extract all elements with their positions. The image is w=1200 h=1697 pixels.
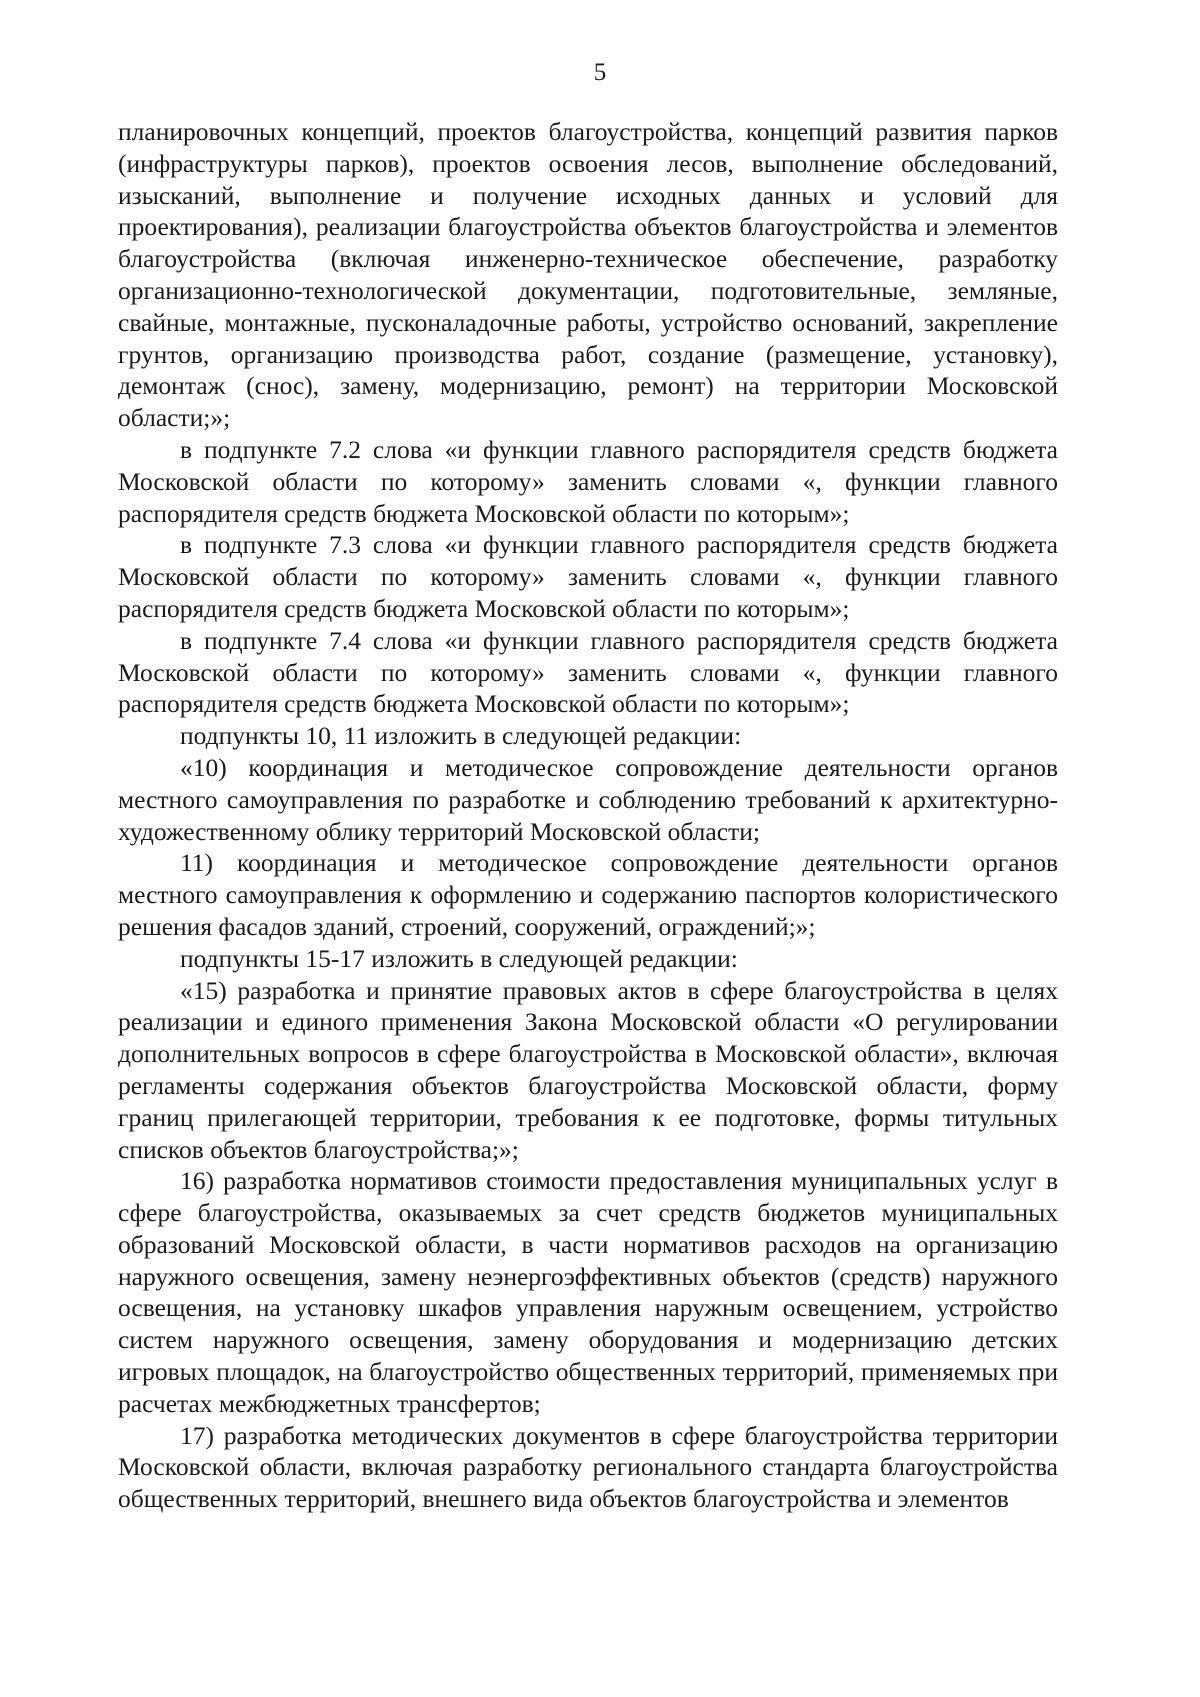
paragraph-item-11: 11) координация и методическое сопровождение деятельности органов местного самоуправления к оформлению и содержанию паспортов колористического решения фасадов зданий, строений, сооружений, ограждений;»; — [118, 848, 1058, 941]
document-body — [118, 116, 1058, 1515]
paragraph-subitems-10-11-intro: подпункты 10, 11 изложить в следующей редакции: — [180, 721, 742, 751]
paragraph-continuation: планировочных концепций, проектов благоустройства, концепций развития парков (инфраструктуры парков), проектов освоения лесов, выполнение обследований, изысканий, выполнение и получение исходных данных и условий для проектирования), реализации благоустройства объектов благоустройства и элементов благоустройства (включая инженерно-техническое обеспечение, разработку организационно-технологической документации, подготовительные, земляные, свайные, монтажные, пусконаладочные работы, устройство оснований, закрепление грунтов, организацию производства работ, создание (размещение, установку), демонтаж (снос), замену, модернизацию, ремонт) на территории Московской области;»; — [118, 117, 1058, 433]
paragraph-subitem-7-4: в подпункте 7.4 слова «и функции главного распорядителя средств бюджета Московской области по которому» заменить словами «, функции главного распорядителя средств бюджета Московской области по которым»; — [118, 625, 1058, 719]
page-number: 5 — [593, 59, 607, 86]
paragraph-subitem-7-2: в подпункте 7.2 слова «и функции главного распорядителя средств бюджета Московской области по которому» заменить словами «, функции главного распорядителя средств бюджета Московской области по которым»; — [118, 434, 1058, 528]
paragraph-subitems-15-17-intro: подпункты 15-17 изложить в следующей редакции: — [180, 943, 738, 973]
paragraph-subitem-7-3: в подпункте 7.3 слова «и функции главного распорядителя средств бюджета Московской области по которому» заменить словами «, функции главного распорядителя средств бюджета Московской области по которым»; — [118, 530, 1058, 623]
paragraph-item-17: 17) разработка методических документов в сфере благоустройства территории Московской области, включая разработку регионального стандарта благоустройства общественных территорий, внешнего вида объектов благоустройства и элементов — [118, 1420, 1058, 1514]
paragraph-item-16: 16) разработка нормативов стоимости предоставления муниципальных услуг в сфере благоустройства, оказываемых за счет средств бюджетов муниципальных образований Московской области, в части нормативов расходов на организацию наружного освещения, замену неэнергоэффективных объектов (средств) наружного освещения, на установку шкафов управления наружным освещением, устройство систем наружного освещения, замену оборудования и модернизацию детских игровых площадок, на благоустройство общественных территорий, применяемых при расчетах межбюджетных трансфертов; — [118, 1166, 1058, 1418]
paragraph-item-10: «10) координация и методическое сопровождение деятельности органов местного самоуправления по разработке и соблюдению требований к архитектурно-художественному облику территорий Московской области; — [118, 752, 1058, 846]
paragraph-item-15: «15) разработка и принятие правовых актов в сфере благоустройства в целях реализации и единого применения Закона Московской области «О регулировании дополнительных вопросов в сфере благоустройства в Московской области», включая регламенты содержания объектов благоустройства Московской области, форму границ прилегающей территории, требования к ее подготовке, формы титульных списков объектов благоустройства;»; — [118, 975, 1058, 1164]
